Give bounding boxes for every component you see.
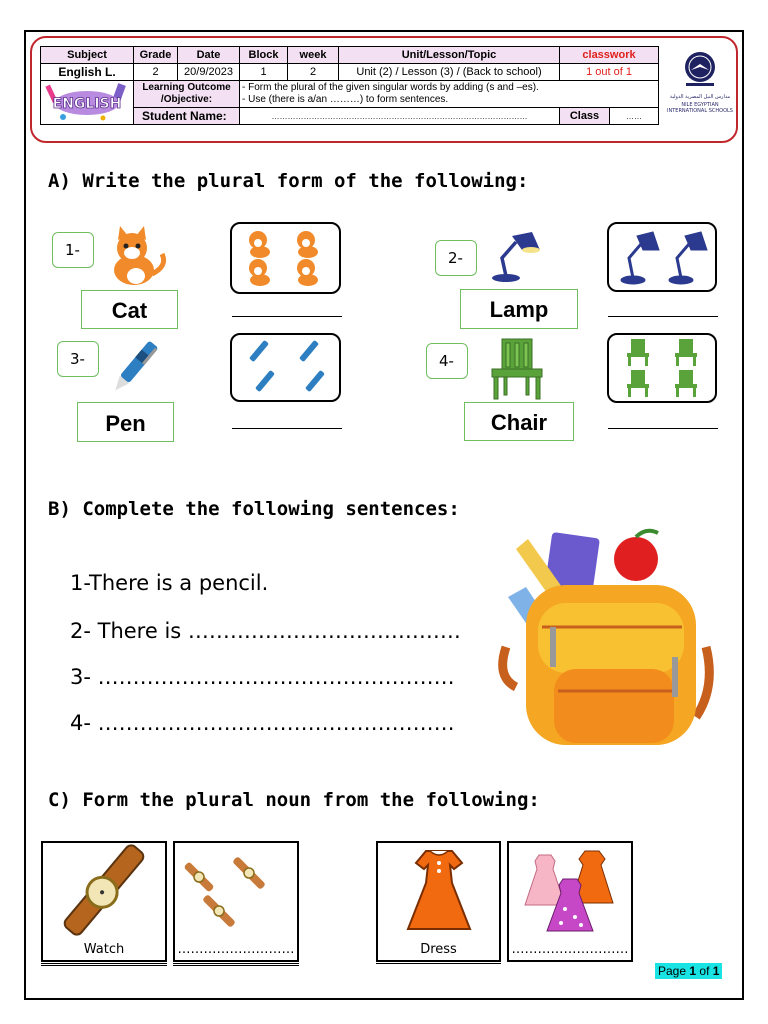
school-name: مدارس النيل المصرية الدولية	[669, 94, 731, 100]
word-box-pen: Pen	[77, 402, 174, 442]
watches-answer-field[interactable]: ………………………	[177, 942, 295, 957]
cats-icon	[232, 224, 339, 292]
dress-label: Dress	[420, 942, 457, 957]
col-week: week	[288, 47, 339, 64]
word-box-lamp: Lamp	[460, 289, 578, 329]
item-number: 2-	[435, 240, 477, 276]
dress-underline	[376, 963, 501, 964]
page-current: 1	[689, 964, 697, 978]
learning-outcome-line-2: - Use (there is a/an ………) to form sentences.	[242, 94, 449, 105]
cat-icon	[96, 226, 170, 288]
lamps-icon	[609, 224, 715, 290]
word-box-chair: Chair	[464, 402, 574, 441]
word-box-cat: Cat	[81, 290, 178, 329]
grade-value: 2	[134, 64, 178, 81]
plural-picture-lamps	[607, 222, 717, 292]
section-a-title: A) Write the plural form of the following:	[48, 170, 529, 192]
answer-line-pen[interactable]	[232, 428, 342, 429]
dress-card	[376, 841, 501, 962]
item-number: 3-	[57, 341, 99, 377]
count-value: 1 out of 1	[560, 64, 659, 81]
watch-underline	[41, 963, 167, 966]
watches-underline	[173, 963, 299, 966]
watches-card	[173, 841, 299, 962]
pen-icon	[104, 335, 164, 401]
subject-value: English L.	[41, 64, 134, 81]
english-logo-icon	[43, 81, 131, 121]
week-value: 2	[288, 64, 339, 81]
section-b-title: B) Complete the following sentences:	[48, 498, 460, 520]
col-grade: Grade	[134, 47, 178, 64]
col-block: Block	[240, 47, 288, 64]
block-value: 1	[240, 64, 288, 81]
plural-picture-pens	[230, 333, 341, 402]
sentence-4[interactable]: 4- ……………………………………………	[70, 711, 455, 735]
dresses-answer-field[interactable]: ………………………	[511, 942, 629, 957]
section-c-title: C) Form the plural noun from the following:	[48, 789, 540, 811]
col-unit: Unit/Lesson/Topic	[339, 47, 560, 64]
english-logo-cell	[41, 81, 134, 125]
col-type: classwork	[560, 47, 659, 64]
sentence-2[interactable]: 2- There is …………………………………	[70, 619, 461, 643]
school-logo	[664, 50, 736, 120]
answer-line-chair[interactable]	[608, 428, 718, 429]
col-subject: Subject	[41, 47, 134, 64]
item-number: 4-	[426, 343, 468, 379]
learning-outcome-label: Learning Outcome /Objective:	[134, 81, 240, 108]
answer-line-cat[interactable]	[232, 316, 342, 317]
date-value: 20/9/2023	[178, 64, 240, 81]
page-number	[655, 963, 722, 979]
backpack-icon	[496, 527, 718, 755]
learning-outcome-line-1: - Form the plural of the given singular words by adding (s and –es).	[242, 82, 539, 93]
page-total: 1	[712, 964, 720, 978]
student-name-label: Student Name:	[134, 108, 240, 125]
watch-card	[41, 841, 167, 962]
sentence-3[interactable]: 3- ……………………………………………	[70, 665, 455, 689]
class-label: Class	[560, 108, 610, 125]
unit-value: Unit (2) / Lesson (3) / (Back to school)	[339, 64, 560, 81]
plural-picture-chairs	[607, 333, 717, 403]
page-word: Page	[658, 964, 687, 978]
chair-icon	[486, 337, 550, 401]
learning-outcome-text	[240, 81, 659, 108]
school-name-en: NILE EGYPTIAN INTERNATIONAL SCHOOLS	[667, 102, 733, 114]
plural-picture-cats	[230, 222, 341, 294]
lamp-icon	[486, 228, 550, 284]
school-crest-icon	[676, 50, 724, 88]
dress-icon	[378, 843, 499, 938]
watch-label: Watch	[83, 942, 125, 957]
watch-icon	[43, 843, 165, 938]
english-logo-text: ENGLISH	[52, 96, 122, 112]
pens-icon	[232, 335, 339, 400]
sentence-1: 1-There is a pencil.	[70, 571, 269, 595]
page-of: of	[699, 964, 710, 978]
chairs-icon	[609, 335, 715, 401]
student-name-field[interactable]: ……………………………………………………………………………………	[240, 108, 560, 125]
col-date: Date	[178, 47, 240, 64]
dresses-card	[507, 841, 633, 962]
answer-line-lamp[interactable]	[608, 316, 718, 317]
header-table	[40, 46, 659, 125]
dresses-icon	[509, 843, 631, 938]
watches-icon	[175, 843, 297, 938]
item-number: 1-	[52, 232, 94, 268]
class-field[interactable]: ……	[610, 108, 659, 125]
